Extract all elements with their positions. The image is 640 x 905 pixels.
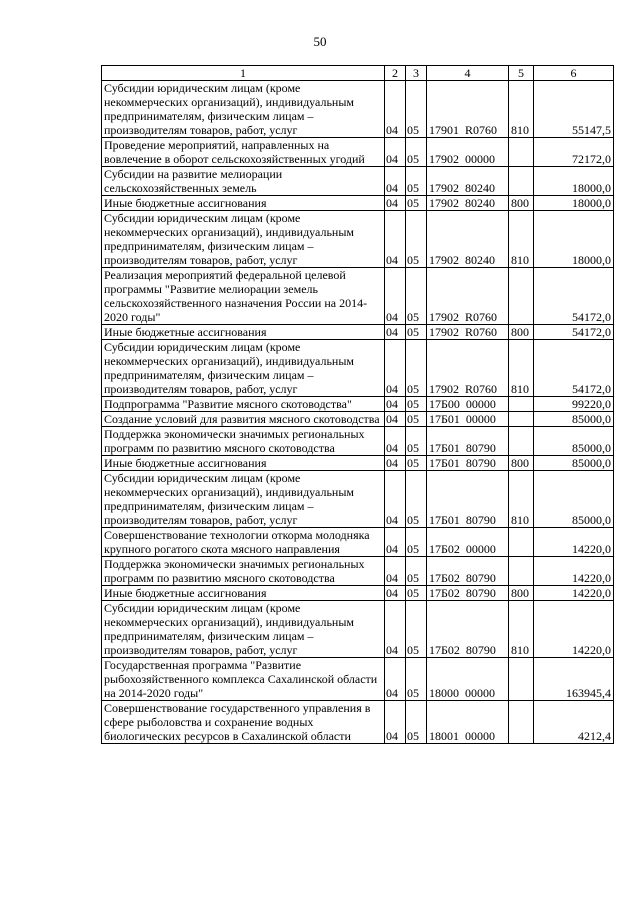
row-section: 04 [385, 557, 406, 586]
row-expense-type: 810 [509, 81, 534, 138]
table-row [102, 397, 614, 412]
row-section: 04 [385, 211, 406, 268]
row-name: Реализация мероприятий федеральной целевой программы "Развитие мелиорации земель сельскохозяйственного назначения России на 2014-2020 годы" [102, 268, 385, 325]
row-amount: 18000,0 [534, 211, 614, 268]
row-expense-type [509, 427, 534, 456]
row-target-code: 17Б02 00000 [427, 528, 509, 557]
row-expense-type [509, 701, 534, 744]
row-name: Совершенствование технологии откорма молодняка крупного рогатого скота мясного направления [102, 528, 385, 557]
table-row [102, 81, 614, 138]
table-row [102, 471, 614, 528]
row-expense-type [509, 268, 534, 325]
row-section: 04 [385, 138, 406, 167]
row-name: Проведение мероприятий, направленных на вовлечение в оборот сельскохозяйственных угодий [102, 138, 385, 167]
row-name: Субсидии юридическим лицам (кроме некоммерческих организаций), индивидуальным предпринимателям, физическим лицам – производителям товаров, работ, услуг [102, 340, 385, 397]
row-amount: 85000,0 [534, 471, 614, 528]
row-target-code: 17902 80240 [427, 167, 509, 196]
row-subsection: 05 [406, 557, 427, 586]
row-subsection: 05 [406, 658, 427, 701]
row-subsection: 05 [406, 601, 427, 658]
row-name: Подпрограмма "Развитие мясного скотоводства" [102, 397, 385, 412]
header-row [102, 66, 614, 81]
row-name: Поддержка экономически значимых региональных программ по развитию мясного скотоводства [102, 427, 385, 456]
row-target-code: 18001 00000 [427, 701, 509, 744]
row-expense-type [509, 557, 534, 586]
row-expense-type: 810 [509, 340, 534, 397]
header-col-6: 6 [534, 66, 614, 81]
row-expense-type: 810 [509, 211, 534, 268]
row-section: 04 [385, 340, 406, 397]
row-name: Государственная программа "Развитие рыбохозяйственного комплекса Сахалинской области на 2014-2020 годы" [102, 658, 385, 701]
row-expense-type: 800 [509, 456, 534, 471]
row-amount: 85000,0 [534, 412, 614, 427]
row-name: Иные бюджетные ассигнования [102, 456, 385, 471]
row-target-code: 17Б01 80790 [427, 471, 509, 528]
row-name: Иные бюджетные ассигнования [102, 196, 385, 211]
row-section: 04 [385, 268, 406, 325]
row-target-code: 17902 R0760 [427, 325, 509, 340]
row-name: Субсидии юридическим лицам (кроме некоммерческих организаций), индивидуальным предпринимателям, физическим лицам – производителям товаров, работ, услуг [102, 471, 385, 528]
header-col-1: 1 [102, 66, 385, 81]
table-row [102, 325, 614, 340]
row-subsection: 05 [406, 196, 427, 211]
row-name: Иные бюджетные ассигнования [102, 586, 385, 601]
row-subsection: 05 [406, 81, 427, 138]
row-subsection: 05 [406, 412, 427, 427]
row-expense-type [509, 658, 534, 701]
table-row [102, 427, 614, 456]
table-row [102, 586, 614, 601]
row-amount: 54172,0 [534, 325, 614, 340]
row-section: 04 [385, 397, 406, 412]
page-number: 50 [313, 34, 327, 49]
row-name: Создание условий для развития мясного скотоводства [102, 412, 385, 427]
row-subsection: 05 [406, 471, 427, 528]
row-section: 04 [385, 81, 406, 138]
row-target-code: 17Б00 00000 [427, 397, 509, 412]
row-amount: 72172,0 [534, 138, 614, 167]
header-col-5: 5 [509, 66, 534, 81]
row-section: 04 [385, 528, 406, 557]
row-subsection: 05 [406, 427, 427, 456]
row-amount: 18000,0 [534, 196, 614, 211]
row-target-code: 17902 00000 [427, 138, 509, 167]
table-row [102, 601, 614, 658]
row-name: Субсидии юридическим лицам (кроме некоммерческих организаций), индивидуальным предпринимателям, физическим лицам – производителям товаров, работ, услуг [102, 81, 385, 138]
row-expense-type: 810 [509, 601, 534, 658]
row-section: 04 [385, 701, 406, 744]
row-amount: 99220,0 [534, 397, 614, 412]
row-target-code: 17Б01 80790 [427, 427, 509, 456]
row-target-code: 17Б02 80790 [427, 557, 509, 586]
row-expense-type [509, 528, 534, 557]
row-amount: 163945,4 [534, 658, 614, 701]
table-row [102, 196, 614, 211]
row-section: 04 [385, 196, 406, 211]
row-name: Субсидии юридическим лицам (кроме некоммерческих организаций), индивидуальным предпринимателям, физическим лицам – производителям товаров, работ, услуг [102, 211, 385, 268]
table-row [102, 211, 614, 268]
row-expense-type: 800 [509, 196, 534, 211]
table-row [102, 528, 614, 557]
row-amount: 55147,5 [534, 81, 614, 138]
row-name: Субсидии на развитие мелиорации сельскохозяйственных земель [102, 167, 385, 196]
row-subsection: 05 [406, 456, 427, 471]
row-name: Иные бюджетные ассигнования [102, 325, 385, 340]
row-subsection: 05 [406, 211, 427, 268]
row-amount: 14220,0 [534, 557, 614, 586]
header-col-4: 4 [427, 66, 509, 81]
row-subsection: 05 [406, 701, 427, 744]
row-section: 04 [385, 658, 406, 701]
row-subsection: 05 [406, 586, 427, 601]
row-amount: 14220,0 [534, 528, 614, 557]
row-section: 04 [385, 427, 406, 456]
row-target-code: 17Б01 00000 [427, 412, 509, 427]
row-amount: 14220,0 [534, 601, 614, 658]
row-name: Субсидии юридическим лицам (кроме некоммерческих организаций), индивидуальным предпринимателям, физическим лицам – производителям товаров, работ, услуг [102, 601, 385, 658]
row-expense-type: 800 [509, 325, 534, 340]
table-row [102, 412, 614, 427]
row-expense-type: 800 [509, 586, 534, 601]
table-row [102, 268, 614, 325]
table-row [102, 456, 614, 471]
row-amount: 85000,0 [534, 456, 614, 471]
table-row [102, 167, 614, 196]
row-section: 04 [385, 601, 406, 658]
row-amount: 54172,0 [534, 268, 614, 325]
row-subsection: 05 [406, 268, 427, 325]
row-amount: 4212,4 [534, 701, 614, 744]
budget-table [101, 65, 614, 744]
row-section: 04 [385, 167, 406, 196]
row-target-code: 18000 00000 [427, 658, 509, 701]
row-expense-type [509, 412, 534, 427]
header-col-2: 2 [385, 66, 406, 81]
row-target-code: 17901 R0760 [427, 81, 509, 138]
row-section: 04 [385, 586, 406, 601]
row-expense-type [509, 167, 534, 196]
row-target-code: 17902 R0760 [427, 340, 509, 397]
table-row [102, 340, 614, 397]
row-section: 04 [385, 325, 406, 340]
row-expense-type [509, 138, 534, 167]
row-name: Поддержка экономически значимых региональных программ по развитию мясного скотоводства [102, 557, 385, 586]
row-expense-type [509, 397, 534, 412]
row-amount: 18000,0 [534, 167, 614, 196]
row-target-code: 17Б01 80790 [427, 456, 509, 471]
row-target-code: 17902 80240 [427, 211, 509, 268]
row-subsection: 05 [406, 325, 427, 340]
row-section: 04 [385, 471, 406, 528]
row-subsection: 05 [406, 340, 427, 397]
row-target-code: 17Б02 80790 [427, 601, 509, 658]
row-target-code: 17902 R0760 [427, 268, 509, 325]
row-amount: 85000,0 [534, 427, 614, 456]
row-subsection: 05 [406, 167, 427, 196]
table-row [102, 701, 614, 744]
row-target-code: 17Б02 80790 [427, 586, 509, 601]
table-row [102, 138, 614, 167]
row-name: Совершенствование государственного управления в сфере рыболовства и сохранение водных биологических ресурсов в Сахалинской области [102, 701, 385, 744]
row-expense-type: 810 [509, 471, 534, 528]
row-subsection: 05 [406, 397, 427, 412]
row-subsection: 05 [406, 138, 427, 167]
header-col-3: 3 [406, 66, 427, 81]
row-section: 04 [385, 412, 406, 427]
table-row [102, 658, 614, 701]
table-row [102, 557, 614, 586]
row-target-code: 17902 80240 [427, 196, 509, 211]
row-subsection: 05 [406, 528, 427, 557]
row-amount: 54172,0 [534, 340, 614, 397]
row-section: 04 [385, 456, 406, 471]
row-amount: 14220,0 [534, 586, 614, 601]
